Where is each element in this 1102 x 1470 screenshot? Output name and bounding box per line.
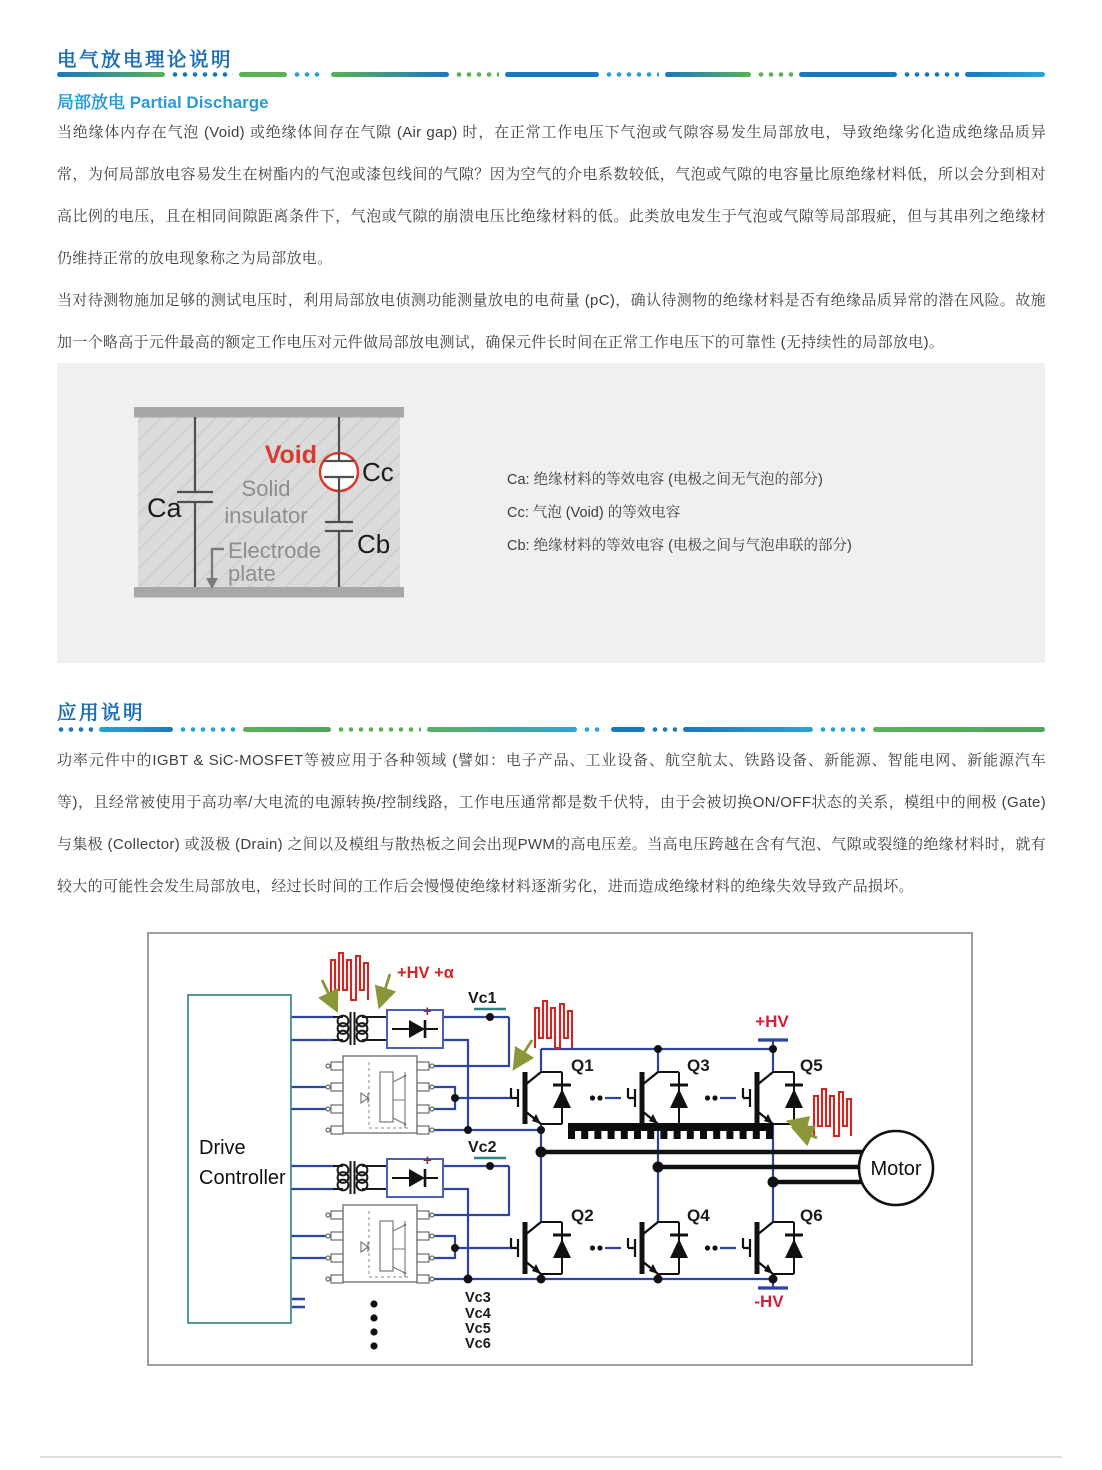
vc3-label: Vc3	[465, 1290, 491, 1306]
legend-line-ca: Ca: 绝缘材料的等效电容 (电极之间无气泡的部分)	[507, 472, 823, 488]
legend-line-cb: Cb: 绝缘材料的等效电容 (电极之间与气泡串联的部分)	[507, 538, 852, 554]
section2-body	[57, 740, 1046, 908]
legend-line-cc: Cc: 气泡 (Void) 的等效电容	[507, 505, 681, 521]
q1-label: Q1	[571, 1056, 594, 1075]
drive-controller-box	[188, 995, 291, 1323]
paragraph-3: 功率元件中的IGBT & SiC-MOSFET等被应用于各种领域 (譬如：电子产品、工业设备、航空航太、铁路设备、新能源、智能电网、新能源汽车等)，且经常被使用于高功率/大电流的电源转换/控制线路，工作电压通常都是数千伏特，由于会被切换ON/OFF状态的关系，模组中的闸极 (Gate) 与集极 (Collector) 或汲极 (Drain) 之间以及模组与散热板之间会出现PWM的高电压差。当高电压跨越在含有气泡、气隙或裂缝的绝缘材料时，就有较大的可能性会发生局部放电，经过长时间的工作后会慢慢使绝缘材料逐渐劣化，进而造成绝缘材料的绝缘失效导致产品损坏。	[57, 752, 1046, 895]
drive-controller-label-2: Controller	[199, 1167, 286, 1189]
rectifier-2	[387, 1159, 443, 1197]
q2-label: Q2	[571, 1206, 594, 1225]
rectifier-plus-sign-2: +	[423, 1152, 432, 1169]
vc2-label: Vc2	[468, 1139, 497, 1156]
electrode-plate-bottom	[134, 587, 404, 598]
q6-label: Q6	[800, 1206, 823, 1225]
paragraph-2: 当对待测物施加足够的测试电压时，利用局部放电侦测功能测量放电的电荷量 (pC)，确认待测物的绝缘材料是否有绝缘品质异常的潜在风险。故施加一个略高于元件最高的额定工作电压对元件做局部放电测试，确保元件长时间在正常工作电压下的可靠性 (无持续性的局部放电)。	[57, 292, 1046, 351]
figure-box	[57, 363, 1045, 663]
hv-plus-label: +HV	[755, 1012, 789, 1031]
rectifier-1	[387, 1010, 443, 1048]
paragraph-1: 当绝缘体内存在气泡 (Void) 或绝缘体间存在气隙 (Air gap) 时，在正常工作电压下气泡或气隙容易发生局部放电，导致绝缘劣化造成绝缘品质异常，为何局部放电容易发生在树酯内的气泡或漆包线间的气隙？因为空气的介电系数较低，气泡或气隙的电容量比原绝缘材料低，所以会分到相对高比例的电压，且在相同间隙距离条件下，气泡或气隙的崩溃电压比绝缘材料的低。此类放电发生于气泡或气隙等局部瑕疵，但与其串列之绝缘材仍维持正常的放电现象称之为局部放电。	[57, 124, 1046, 267]
figure-legend	[507, 464, 852, 563]
void-label: Void	[264, 441, 317, 469]
q3-label: Q3	[687, 1056, 710, 1075]
divider-decorative-2	[57, 726, 1045, 732]
section1-title: 电气放电理论说明	[57, 49, 234, 71]
vc1-label: Vc1	[468, 990, 497, 1007]
q4-label: Q4	[687, 1206, 710, 1225]
solid-insulator-label-1: Solid	[241, 476, 291, 501]
hv-minus-label: -HV	[754, 1292, 784, 1311]
capacitance-model-diagram	[134, 407, 404, 598]
electrode-plate-top	[134, 407, 404, 418]
application-circuit-diagram	[147, 932, 973, 1366]
drive-controller-label-1: Drive	[199, 1137, 246, 1159]
motor-label: Motor	[870, 1158, 922, 1180]
section1-body	[57, 112, 1046, 364]
circuit-svg	[147, 932, 973, 1366]
ca-label: Ca	[147, 493, 182, 523]
rectifier-plus-sign-1: +	[423, 1003, 432, 1020]
cb-label: Cb	[357, 529, 391, 559]
vc6-label: Vc6	[465, 1336, 491, 1352]
vc5-label: Vc5	[465, 1321, 491, 1337]
cc-label: Cc	[362, 457, 394, 487]
solid-insulator-label-2: insulator	[224, 503, 308, 528]
section1-subtitle: 局部放电 Partial Discharge	[57, 93, 269, 112]
divider-decorative	[57, 71, 1045, 77]
page-bottom-rule	[40, 1456, 1062, 1458]
q5-label: Q5	[800, 1056, 823, 1075]
section2-title: 应用说明	[57, 702, 146, 724]
vc4-label: Vc4	[465, 1306, 491, 1322]
electrode-plate-label-1: Electrode	[228, 538, 321, 563]
electrode-plate-label-2: plate	[228, 561, 276, 586]
hv-plus-alpha-label: +HV +α	[397, 964, 454, 982]
